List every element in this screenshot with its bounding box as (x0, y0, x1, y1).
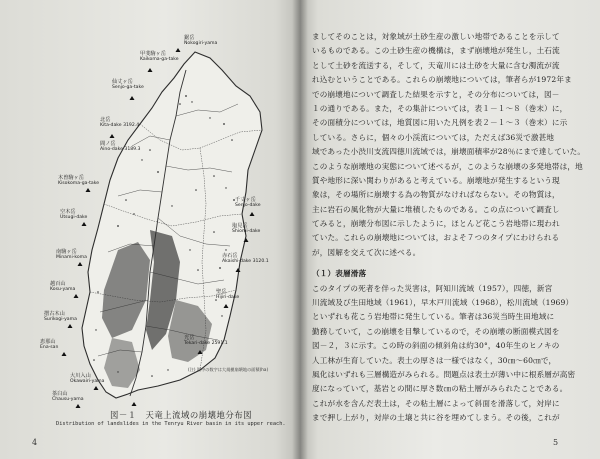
map-legend-note: (注) 図中の数字は大規模崩壊地の面積(ha) (188, 367, 269, 372)
text-line: 川流域及び生田地域（1961），早木戸川流域（1968），松川流域（1969） (312, 298, 574, 308)
text-line: このタイプの死者を伴った災害は，阿知川流域（1957），四徳，新宮 (312, 283, 553, 293)
map-label-ena: 恵那山 Ena-san (40, 339, 59, 350)
text-line: での崩壊地について調査した結果を示すと，その分布については，図－ (312, 89, 560, 99)
text-line: ていた。これらの崩壊地については，およそ７つのタイプにわけられる (312, 233, 560, 243)
map-label-shiomi-dake: 塩見岳 Shiomi-dake (232, 223, 261, 234)
map-label-hijiri-dake: 聖岳 Hijiri-dake (216, 289, 240, 300)
map-label-senjo-dake: 千丈ヶ岳 Senjo-dake (235, 197, 261, 208)
text-line: している。さらに，個々の小渓流については，ただえば36災で激甚地 (312, 132, 555, 142)
figure-caption-jp: 図－１ 天竜上流域の崩壊地分布図 (110, 410, 252, 420)
map-label-tekari-dake: 光岳 Tekari-dake 2591.1 (184, 335, 228, 346)
text-line: てみると，崩壊分布図に示したように，ほとんど花こう岩地帯に現われ (312, 219, 560, 229)
text-line: 図－２，３に示す。この時の斜面の傾斜角は約30°，40年生のヒノキの (312, 341, 560, 351)
text-line: といずれも花こう岩地帯に発生している。筆者は36災当時生田地域に (312, 312, 555, 322)
map-label-minami-koma: 南駒ヶ岳 Minami-koma (56, 249, 87, 260)
text-line: が，図解を交えて次に述べる。 (312, 247, 421, 257)
map-label-akaishi-dake: 赤石岳 Akaishi-dake 3120.1 (222, 253, 269, 264)
map-label-chausu: 茶臼山 Chausu-yama (52, 391, 84, 402)
text-line: 象は，その場所に崩壊する為の物質がなければならない。その物質は， (312, 190, 560, 200)
text-line: このような崩壊地の実態について述べるが，このような崩壊の多発地帯は，地 (312, 161, 583, 171)
map-label-kaikoma: 甲斐駒ヶ岳 Kaikoma-ga-take (140, 51, 179, 62)
text-line: 勤務していて，この崩壊を目撃しているので，その崩壊の断面模式図を (312, 326, 560, 336)
body-text (312, 30, 594, 426)
section-heading: （１）表層滑落 (312, 269, 367, 279)
text-line: 風化はいずれも三層構造がみられる。問題点は表土が薄い中に根系層が高密 (312, 369, 576, 379)
map-label-kisokoma: 木曽駒ヶ岳 Kisokoma-ga-take (58, 175, 100, 186)
text-line: その面積分については，地質図に用いた凡例を表２－１～３（巻末）に示 (312, 118, 568, 128)
text-line: これが水を含んだ表土は，その粘土層によって斜面を滑落して，対岸に (312, 398, 560, 408)
text-line: 人工林が生育していた。表土の厚さは一様ではなく，30㎝～60㎝で， (312, 355, 557, 365)
map-label-surikogi: 摺古木山 Surikogi-yama (44, 311, 77, 322)
map-label-aino-dake: 間ノ岳 Aino-dake 3189.3 (100, 141, 141, 152)
map-label-kosu: 越百山 Kosu-yama (50, 281, 76, 292)
text-line: １の通りである。また，その集計については，表１－１～８（巻末）に， (312, 103, 568, 113)
text-line: として土砂を流送する，そして，天竜川には土砂を大量に含む濁流が流 (312, 60, 560, 70)
text-line: れ込むということである。これらの崩壊地については，筆者らが1972年ま (312, 75, 572, 85)
page-number-left: 4 (32, 438, 38, 447)
book-gutter (292, 0, 308, 459)
page-number-right: 5 (553, 438, 559, 447)
text-line: 度になっていて，基岩との間に厚さ数㎝の粘土層がみられたことである。 (312, 384, 568, 394)
map-label-kita-dake: 北岳 Kita-dake 3192.4 (100, 117, 140, 128)
map-label-utsugi: 空木岳 Utsugi-dake (60, 209, 88, 220)
text-line: いるものである。この土砂生産の機構は，まず崩壊地が発生し，土石流 (312, 46, 560, 56)
text-line: 質や地形に深い関わりがあると考えている。崩壊地が発生するという現 (312, 175, 560, 185)
figure-caption-en: Distribution of landslides in the Tenryu River basin in its upper reach. (56, 421, 286, 427)
text-line: まで押し上がり，対岸の土壌と共に谷を埋めてしまう。その後，これが (312, 413, 560, 423)
text-line: ましてそのことは，対象域が土砂生産の激しい地帯であることを示して (312, 32, 560, 41)
text-line: 主に岩石の風化物が大量に堆積したものである。この点について調査し (312, 204, 560, 214)
map-label-nokogiri: 鋸岳 Nokogiri-yama (184, 35, 218, 46)
text-line: 域であった小渋川支流四徳川流域では，崩壊面積率が28％にまで達していた。 (312, 147, 586, 157)
map-label-senjo: 仙丈ヶ岳 Senjo-ga-take (112, 79, 144, 90)
map-label-okawairi: 大川入山 Okawairi-yama (70, 373, 105, 384)
